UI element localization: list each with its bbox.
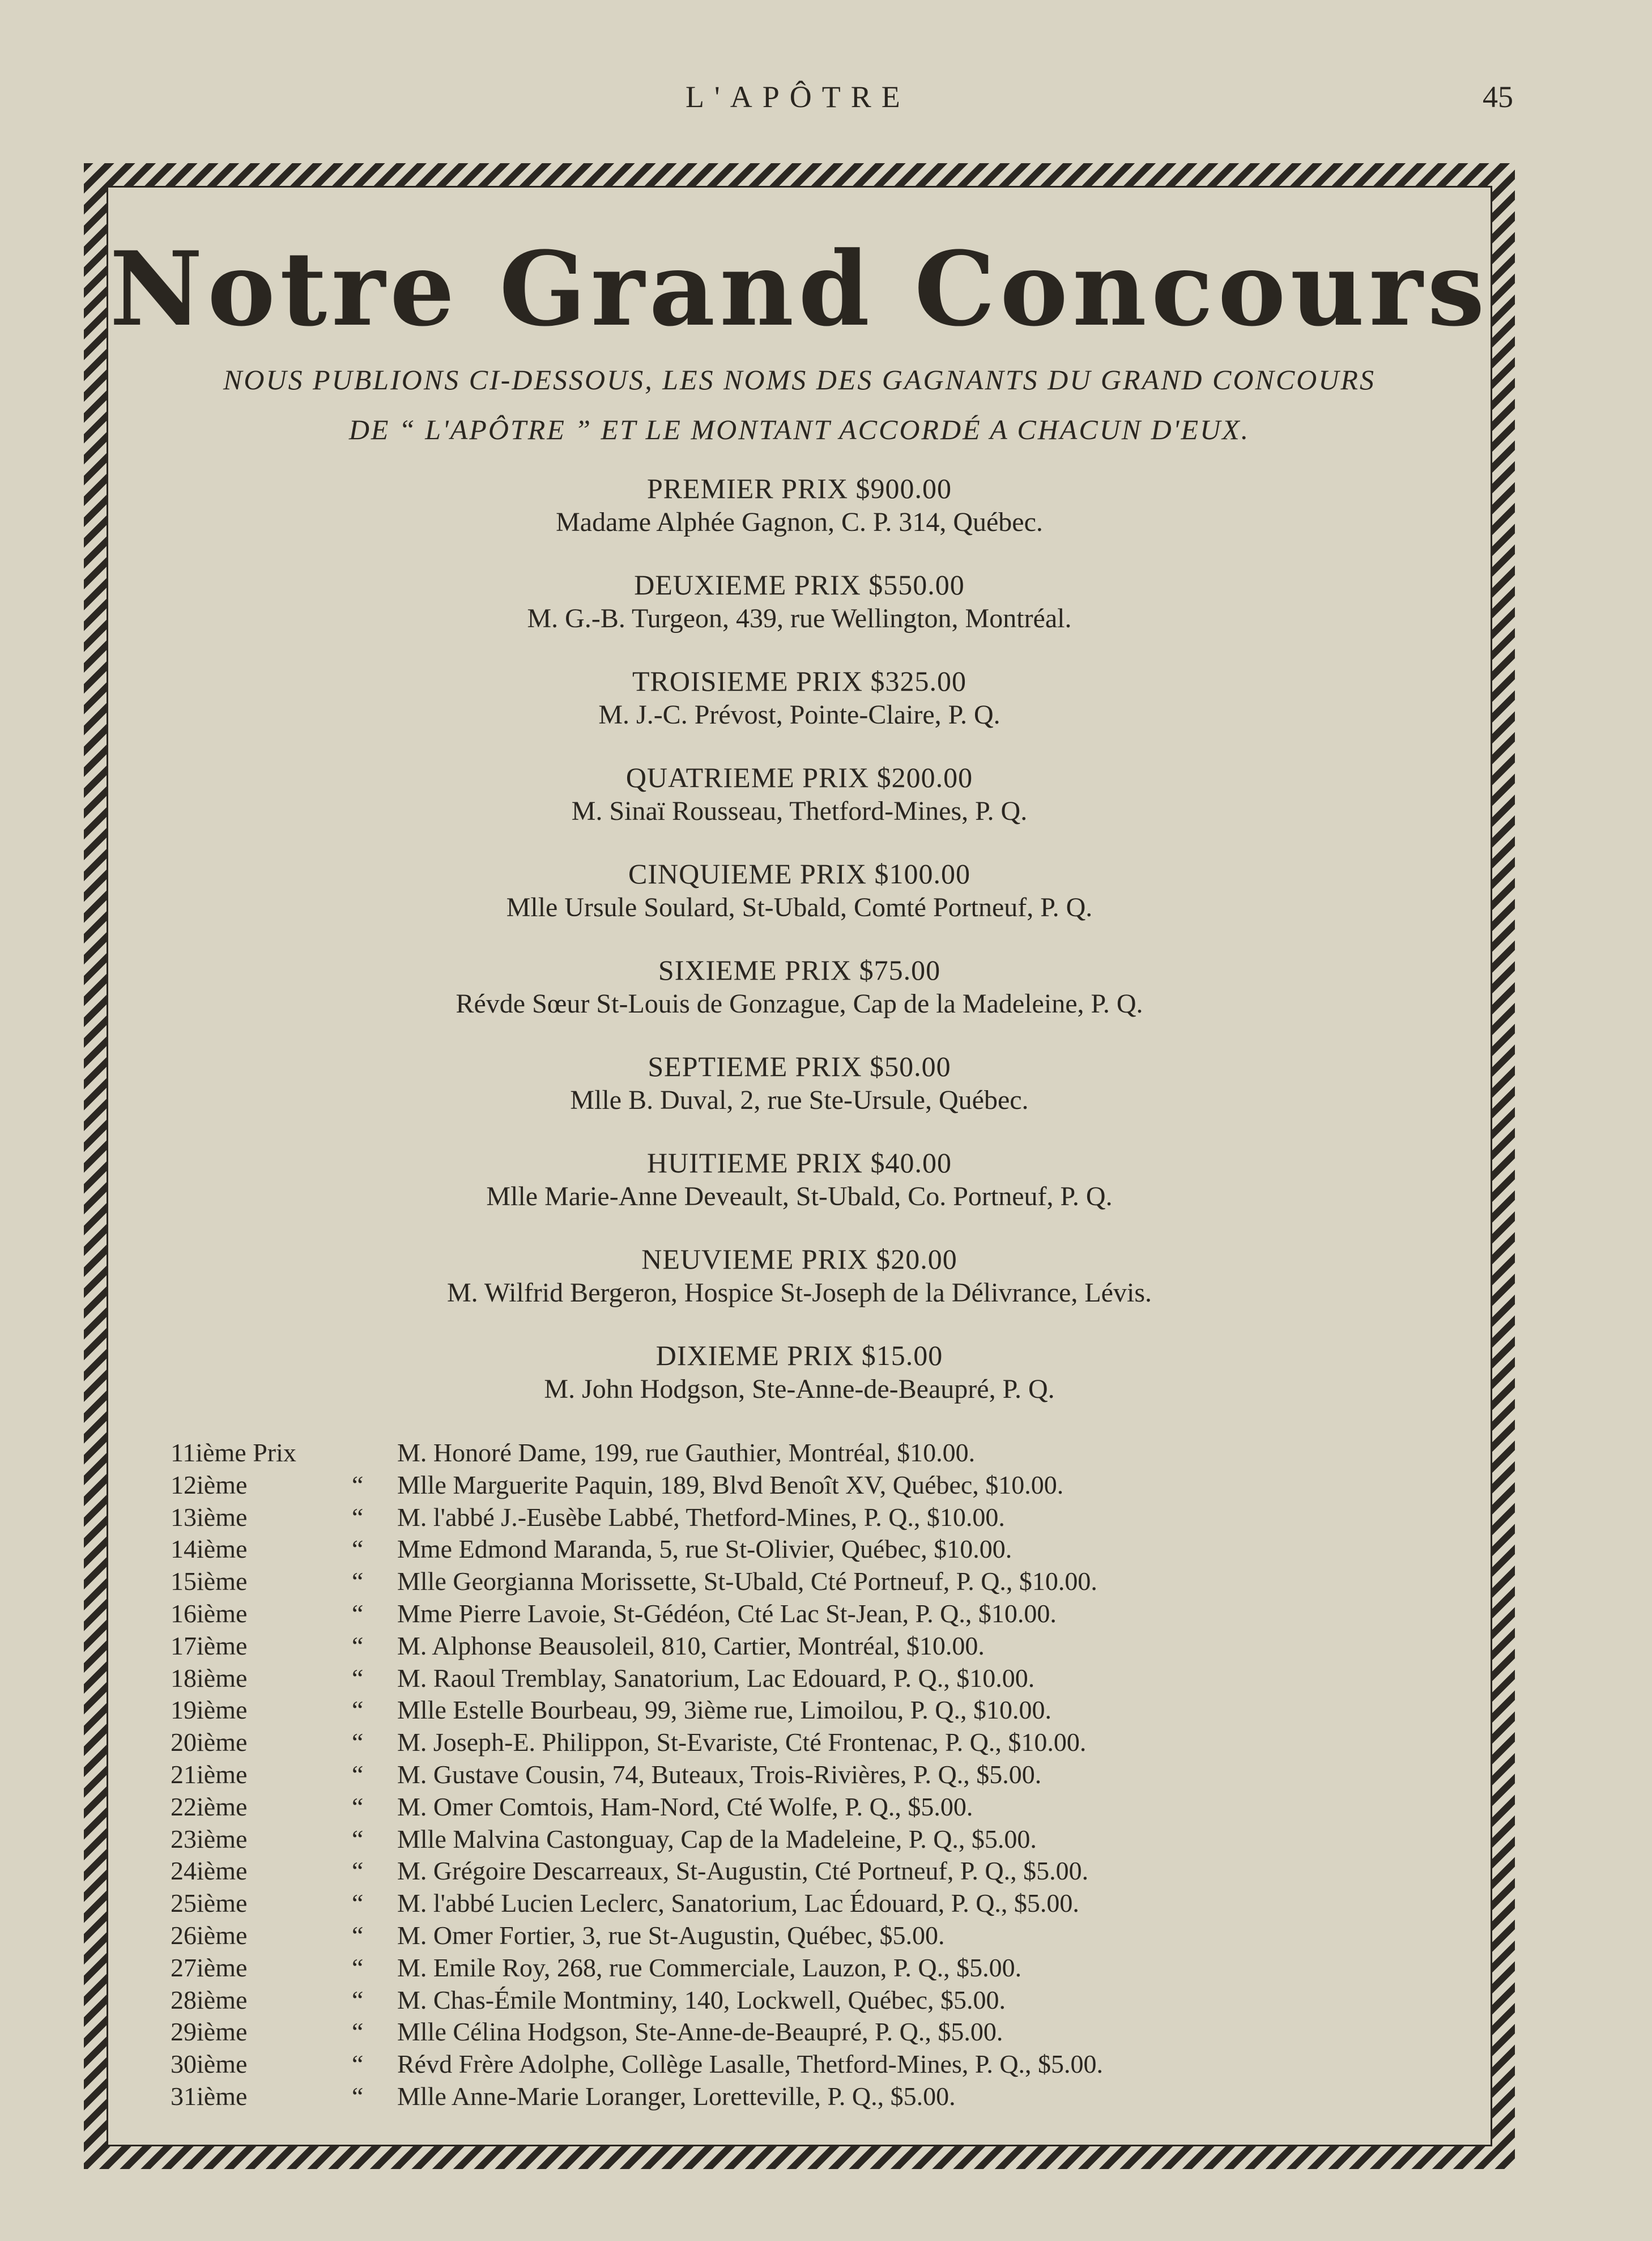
prize-entry	[108, 567, 1491, 664]
prize-rank: 14ième	[171, 1534, 248, 1564]
prize-rank: 12ième	[171, 1470, 248, 1499]
prize-entry	[108, 1241, 1491, 1338]
prize-winner: Mlle Georgianna Morissette, St-Ubald, Cté Portneuf, P. Q., $10.00.	[397, 1567, 1097, 1596]
prize-winner: M. J.-C. Prévost, Pointe-Claire, P. Q.	[598, 700, 1000, 730]
journal-title: L'APÔTRE	[686, 80, 910, 114]
prize-rank: 20ième	[171, 1728, 248, 1757]
prize-rank: 11ième Prix	[171, 1438, 296, 1467]
prize-winner: Mlle B. Duval, 2, rue Ste-Ursule, Québec.	[570, 1085, 1029, 1115]
list-item	[171, 1566, 1474, 1598]
ditto-mark: “	[352, 2081, 364, 2111]
minor-prizes-list	[171, 1437, 1474, 2113]
ditto-mark: “	[352, 1953, 364, 1982]
prize-title: HUITIEME PRIX $40.00	[646, 1147, 952, 1179]
list-item	[171, 1727, 1474, 1759]
ditto-mark: “	[352, 1728, 364, 1757]
prize-winner: M. l'abbé J.-Eusèbe Labbé, Thetford-Mines, P. Q., $10.00.	[397, 1502, 1005, 1532]
ditto-mark: “	[352, 1889, 364, 1918]
ditto-mark: “	[352, 1598, 364, 1628]
ditto-mark: “	[352, 1631, 364, 1660]
prize-rank: 16ième	[171, 1598, 248, 1628]
list-item	[171, 1437, 1474, 1469]
list-item	[171, 2048, 1474, 2081]
ditto-mark: “	[352, 2049, 364, 2079]
prize-entry	[108, 952, 1491, 1049]
page-number: 45	[1483, 80, 1513, 114]
prize-entry	[108, 1049, 1491, 1145]
list-item	[171, 1598, 1474, 1630]
prize-title: SEPTIEME PRIX $50.00	[648, 1051, 951, 1082]
prize-rank: 23ième	[171, 1824, 248, 1853]
ditto-mark: “	[352, 1534, 364, 1564]
prize-entry	[108, 856, 1491, 952]
prize-winner: M. l'abbé Lucien Leclerc, Sanatorium, Lac Édouard, P. Q., $5.00.	[397, 1889, 1079, 1918]
prize-title: QUATRIEME PRIX $200.00	[625, 762, 973, 793]
list-item	[171, 1502, 1474, 1534]
framed-content	[107, 186, 1492, 2146]
prize-rank: 13ième	[171, 1502, 248, 1532]
prize-title: CINQUIEME PRIX $100.00	[628, 858, 970, 890]
prize-rank: 18ième	[171, 1663, 248, 1693]
list-item	[171, 2016, 1474, 2048]
ditto-mark: “	[352, 2017, 364, 2047]
prize-rank: 29ième	[171, 2017, 248, 2047]
prize-winner: Madame Alphée Gagnon, C. P. 314, Québec.	[556, 507, 1043, 537]
list-item	[171, 1855, 1474, 1887]
prize-winner: M. Joseph-E. Philippon, St-Evariste, Cté Frontenac, P. Q., $10.00.	[397, 1728, 1087, 1757]
list-item	[171, 1630, 1474, 1662]
subtitle-line-2: DE “ L'APÔTRE ” ET LE MONTANT ACCORDÉ A CHACUN D'EUX.	[348, 414, 1250, 445]
ditto-mark: “	[352, 1920, 364, 1950]
prize-winner: Mlle Estelle Bourbeau, 99, 3ième rue, Limoilou, P. Q., $10.00.	[397, 1695, 1051, 1725]
list-item	[171, 1952, 1474, 1984]
ditto-mark: “	[352, 1759, 364, 1789]
prize-winner: M. Grégoire Descarreaux, St-Augustin, Cté Portneuf, P. Q., $5.00.	[397, 1856, 1089, 1886]
list-item	[171, 1984, 1474, 2017]
subtitle-line-1: NOUS PUBLIONS CI-DESSOUS, LES NOMS DES GAGNANTS DU GRAND CONCOURS	[223, 364, 1376, 396]
prize-entry	[108, 760, 1491, 856]
prize-rank: 22ième	[171, 1792, 248, 1821]
prize-winner: Révd Frère Adolphe, Collège Lasalle, Thetford-Mines, P. Q., $5.00.	[397, 2049, 1104, 2079]
ditto-mark: “	[352, 1856, 364, 1886]
ditto-mark: “	[352, 1792, 364, 1821]
list-item	[171, 1694, 1474, 1727]
ditto-mark: “	[352, 1502, 364, 1532]
prize-entry	[108, 471, 1491, 567]
prize-title: PREMIER PRIX $900.00	[646, 473, 952, 504]
prize-winner: M. Chas-Émile Montminy, 140, Lockwell, Québec, $5.00.	[397, 1985, 1006, 2014]
prize-rank: 15ième	[171, 1567, 248, 1596]
prize-winner: M. Omer Fortier, 3, rue St-Augustin, Québec, $5.00.	[397, 1920, 945, 1950]
prize-winner: Mlle Marguerite Paquin, 189, Blvd Benoît XV, Québec, $10.00.	[397, 1470, 1064, 1499]
prize-winner: M. Omer Comtois, Ham-Nord, Cté Wolfe, P. Q., $5.00.	[397, 1792, 973, 1821]
list-item	[171, 1920, 1474, 1952]
list-item	[171, 1791, 1474, 1823]
prize-rank: 17ième	[171, 1631, 248, 1660]
decorative-rope-border	[84, 163, 1515, 2169]
prize-winner: Mlle Célina Hodgson, Ste-Anne-de-Beaupré, P. Q., $5.00.	[397, 2017, 1003, 2047]
list-item	[171, 1533, 1474, 1566]
prize-winner: M. Alphonse Beausoleil, 810, Cartier, Montréal, $10.00.	[397, 1631, 985, 1660]
prize-winner: Mlle Marie-Anne Deveault, St-Ubald, Co. Portneuf, P. Q.	[486, 1181, 1113, 1211]
prize-rank: 27ième	[171, 1953, 248, 1982]
prize-winner: Mme Pierre Lavoie, St-Gédéon, Cté Lac St-Jean, P. Q., $10.00.	[397, 1598, 1057, 1628]
prize-title: DIXIEME PRIX $15.00	[655, 1340, 943, 1371]
list-item	[171, 1823, 1474, 1856]
prize-winner: M. Emile Roy, 268, rue Commerciale, Lauzon, P. Q., $5.00.	[397, 1953, 1022, 1982]
ditto-mark: “	[352, 1567, 364, 1596]
prize-rank: 30ième	[171, 2049, 248, 2079]
prize-winner: Mme Edmond Maranda, 5, rue St-Olivier, Québec, $10.00.	[397, 1534, 1012, 1564]
prize-rank: 21ième	[171, 1759, 248, 1789]
prize-rank: 24ième	[171, 1856, 248, 1886]
prize-entry	[108, 1145, 1491, 1241]
list-item	[171, 1759, 1474, 1791]
prize-entry	[108, 1338, 1491, 1434]
list-item	[171, 2081, 1474, 2113]
prize-winner: M. Gustave Cousin, 74, Buteaux, Trois-Rivières, P. Q., $5.00.	[397, 1759, 1042, 1789]
prize-winner: M. Wilfrid Bergeron, Hospice St-Joseph de la Délivrance, Lévis.	[447, 1278, 1152, 1308]
prize-title: SIXIEME PRIX $75.00	[658, 954, 941, 986]
prize-title: NEUVIEME PRIX $20.00	[641, 1243, 957, 1275]
prize-entry	[108, 664, 1491, 760]
ditto-mark: “	[352, 1470, 364, 1499]
prize-winner: M. Raoul Tremblay, Sanatorium, Lac Edouard, P. Q., $10.00.	[397, 1663, 1035, 1693]
running-header	[0, 79, 1652, 125]
prize-rank: 26ième	[171, 1920, 248, 1950]
list-item	[171, 1887, 1474, 1920]
prize-winner: Mlle Anne-Marie Loranger, Loretteville, P. Q., $5.00.	[397, 2081, 956, 2111]
list-item	[171, 1469, 1474, 1502]
prize-title: DEUXIEME PRIX $550.00	[634, 569, 965, 601]
prize-rank: 25ième	[171, 1889, 248, 1918]
headline: Notre Grand Concours	[109, 229, 1489, 349]
prize-winner: M. Honoré Dame, 199, rue Gauthier, Montréal, $10.00.	[397, 1438, 976, 1467]
prize-winner: Mlle Malvina Castonguay, Cap de la Madeleine, P. Q., $5.00.	[397, 1824, 1037, 1853]
prize-winner: M. Sinaï Rousseau, Thetford-Mines, P. Q.	[571, 796, 1028, 826]
ditto-mark: “	[352, 1985, 364, 2014]
major-prizes	[108, 471, 1491, 1434]
prize-title: TROISIEME PRIX $325.00	[632, 665, 967, 697]
prize-rank: 19ième	[171, 1695, 248, 1725]
prize-rank: 31ième	[171, 2081, 248, 2111]
ditto-mark: “	[352, 1824, 364, 1853]
prize-winner: M. John Hodgson, Ste-Anne-de-Beaupré, P. Q.	[544, 1374, 1055, 1404]
ditto-mark: “	[352, 1695, 364, 1725]
ditto-mark: “	[352, 1663, 364, 1693]
prize-winner: M. G.-B. Turgeon, 439, rue Wellington, Montréal.	[527, 603, 1072, 633]
prize-rank: 28ième	[171, 1985, 248, 2014]
prize-winner: Révde Sœur St-Louis de Gonzague, Cap de la Madeleine, P. Q.	[455, 989, 1143, 1019]
prize-winner: Mlle Ursule Soulard, St-Ubald, Comté Portneuf, P. Q.	[506, 892, 1093, 922]
list-item	[171, 1662, 1474, 1695]
